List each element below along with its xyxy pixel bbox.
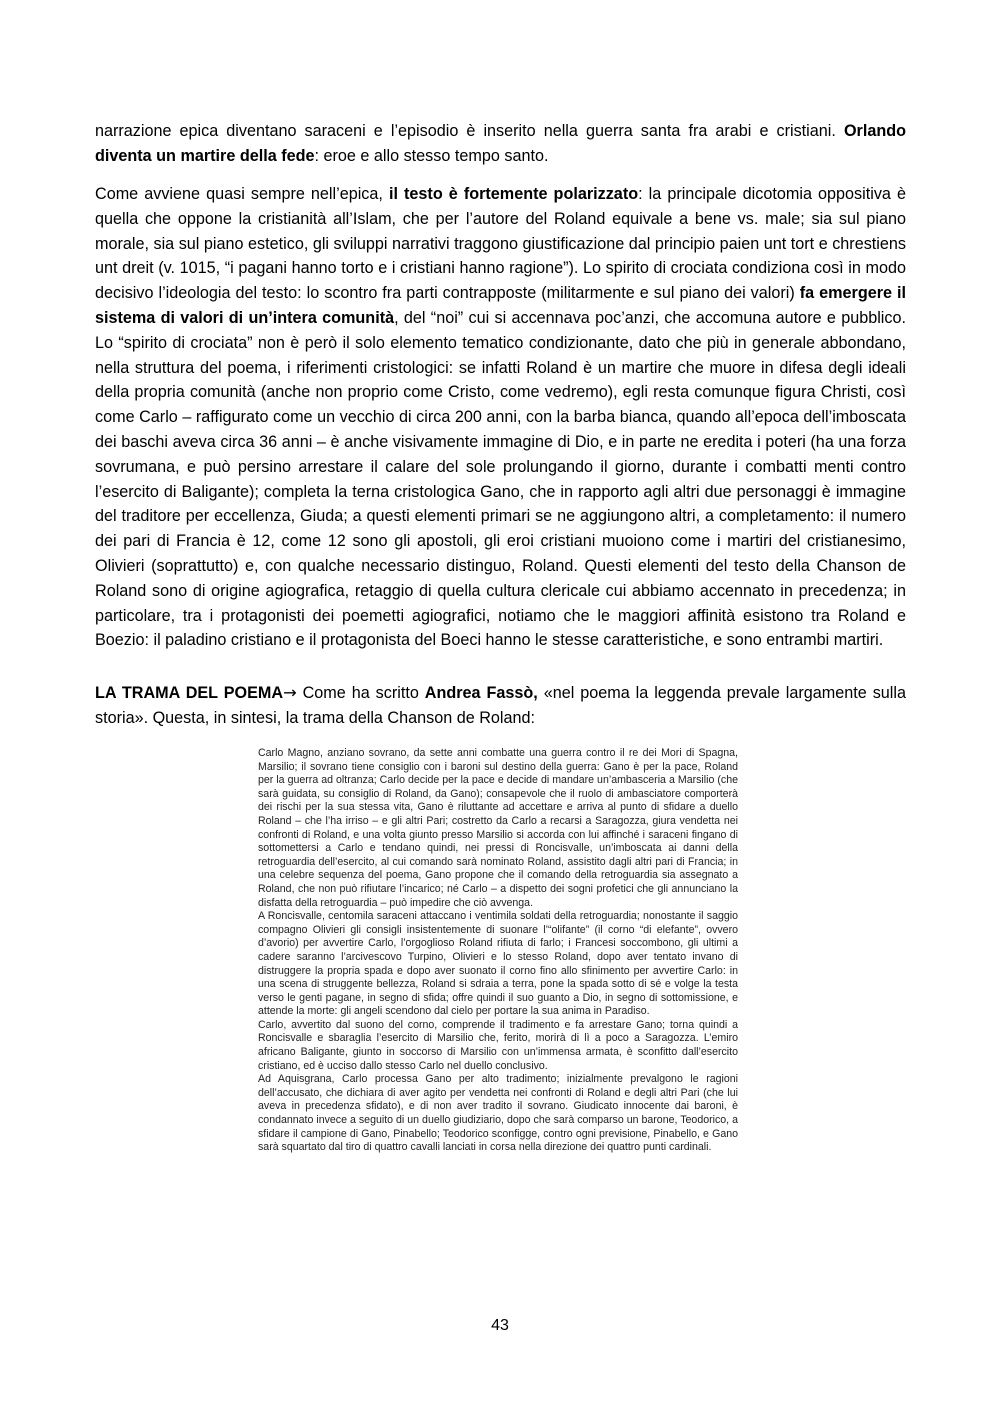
paragraph-intro: [95, 119, 906, 169]
text-run: : la principale dicotomia oppositiva è quella che oppone la cristianità all’Islam, che per l’autore del Roland equivale a bene vs. male; sia sul piano morale, sia sul piano estetico, gli sviluppi narrativi traggono giustificazione dal principio paien unt tort e chrestiens unt dreit (v. 1015, “i pagani hanno torto e i cristiani hanno ragione”). Lo spirito di crociata condiziona così in modo decisivo l’ideologia del testo: lo scontro fra parti contrapposte (militarmente e sul piano dei valori): [95, 185, 906, 303]
inset-paragraph: Carlo, avvertito dal suono del corno, comprende il tradimento e fa arrestare Gano; torna quindi a Roncisvalle e sbaraglia l’esercito di Marsilio che, ferito, morirà di lì a poco a Saragozza. L’emiro africano Baligante, giunto in soccorso di Marsilio con un’immensa armata, è sconfitto dall’esercito cristiano, ed è ucciso dallo stesso Carlo nel duello conclusivo.: [258, 1018, 738, 1072]
bold-phrase: Orlando diventa un martire della fede: [95, 122, 906, 165]
text-run: : eroe e allo stesso tempo santo.: [314, 146, 549, 165]
inset-paragraph: A Roncisvalle, centomila saraceni attaccano i ventimila soldati della retroguardia; nonostante il saggio compagno Olivieri gli consigli insistentemente di suonare l’“olifante” (il corno “di elefante”, ovvero d’avorio) per avvertire Carlo, l’orgoglioso Roland rifiuta di farlo; i Francesi soccombono, gli ultimi a cadere saranno l’arcivescovo Turpino, Olivieri e lo stesso Roland, dopo aver tentato invano di distruggere la propria spada e dopo aver suonato il corno fino allo sfinimento per avvertire Carlo: in una scena di struggente bellezza, Roland si sdraia a terra, pone la spada sotto di sé e volge la testa verso le genti pagane, in segno di sfida; offre quindi il suo guanto a Dio, in segno di sottomissione, e attende la morte: gli angeli scendono dal cielo per portare la sua anima in Paradiso.: [258, 910, 738, 1018]
paragraph-plot-heading: [95, 681, 906, 731]
text-run: Come ha scritto: [296, 684, 425, 702]
text-run: narrazione epica diventano saraceni e l’episodio è inserito nella guerra santa fra arabi e cristiani.: [95, 122, 844, 140]
page-number: 43: [491, 1317, 509, 1334]
inset-paragraph: Ad Aquisgrana, Carlo processa Gano per alto tradimento; inizialmente prevalgono le ragioni dell’accusato, che dichiara di aver agito per vendetta nei confronti di Roland e degli altri Pari (che lui aveva in precedenza sfidato), e di non aver tradito il sovrano. Giudicato innocente dai baroni, è condannato invece a seguito di un duello giudiziario, dopo che sarà comparso un barone, Teodorico, a sfidare il campione di Gano, Pinabello; Teodorico sconfigge, contro ogni previsione, Pinabello, e Gano sarà squartato dal tiro di quattro cavalli lanciati in corsa nella direzione dei quattro punti cardinali.: [258, 1073, 738, 1154]
text-run: «nel poema la leggenda prevale largamente sulla storia». Questa, in sintesi, la trama della Chanson de Roland:: [95, 684, 906, 727]
inset-paragraph: Carlo Magno, anziano sovrano, da sette anni combatte una guerra contro il re dei Mori di Spagna, Marsilio; il sovrano tiene consiglio con i baroni sul destino della guerra: Gano è per la pace, Roland per la guerra ad oltranza; Carlo decide per la pace e decide di mandare un’ambasceria a Marsilio (che sarà guidata, su consiglio di Roland, da Gano); consapevole che il ruolo di ambasciatore comporterà dei rischi per la sua stessa vita, Gano è riluttante ad accettare e arriva al punto di sfidare a duello Roland – che l’ha irriso – e gli altri Pari; costretto da Carlo a recarsi a Saragozza, giura vendetta nei confronti di Roland, e una volta giunto presso Marsilio si accorda con lui affinché i saraceni fingano di sottomettersi a Carlo e tendano quindi, nei pressi di Roncisvalle, un’imboscata ai danni della retroguardia dell’esercito, al cui comando sarà nominato Roland, assistito dagli altri pari di Francia; in una celebre sequenza del poema, Gano propone che il comando della retroguardia sia assegnato a Roland, che non può rifiutare l’incarico; né Carlo – a dispetto dei sogni profetici che gli annunciano la disfatta della retroguardia – può impedire che ciò avvenga.: [258, 747, 738, 909]
text-run: , del “noi” cui si accennava poc’anzi, che accomuna autore e pubblico. Lo “spirito di crociata” non è però il solo elemento tematico condizionante, dato che più in generale abbondano, nella struttura del poema, i riferimenti cristologici: se infatti Roland è un martire che muore in difesa degli ideali della propria comunità (anche non proprio come Cristo, come vedremo), egli resta comunque figura Christi, così come Carlo – raffigurato come un vecchio di circa 200 anni, con la barba bianca, quando all’epoca dell’imboscata dei baschi aveva circa 36 anni – è anche visivamente immagine di Dio, e in parte ne eredita i poteri (ha una forza sovrumana, e può persino arrestare il calare del sole prolungando il giorno, durante i combatti menti contro l’esercito di Baligante); completa la terna cristologica Gano, che in rapporto agli altri due personaggi è immagine del traditore per eccellenza, Giuda; a questi elementi primari se ne aggiungono altri, a completamento: il numero dei pari di Francia è 12, come 12 sono gli apostoli, gli eroi cristiani muoiono come i martiri del cristianesimo, Olivieri (soprattutto) e, con qualche necessario distinguo, Roland. Questi elementi del testo della Chanson de Roland sono di origine agiografica, retaggio di quella cultura clericale cui abbiamo accennato in precedenza; in particolare, tra i protagonisti dei poemetti agiografici, notiamo che le maggiori affinità esistono tra Roland e Boezio: il paladino cristiano e il protagonista del Boeci hanno le stesse caratteristiche, e sono entrambi martiri.: [95, 308, 906, 650]
bold-phrase: fa emergere il sistema di valori di un’intera comunità: [95, 284, 906, 327]
plot-summary-inset: [258, 747, 738, 1155]
section-heading: LA TRAMA DEL POEMA: [95, 684, 284, 702]
arrow-right-icon: →: [283, 683, 297, 702]
text-run: Come avviene quasi sempre nell’epica,: [95, 185, 389, 203]
bold-phrase: il testo è fortemente polarizzato: [388, 185, 639, 203]
author-name: Andrea Fassò,: [424, 684, 538, 702]
paragraph-polarization: [95, 182, 906, 653]
